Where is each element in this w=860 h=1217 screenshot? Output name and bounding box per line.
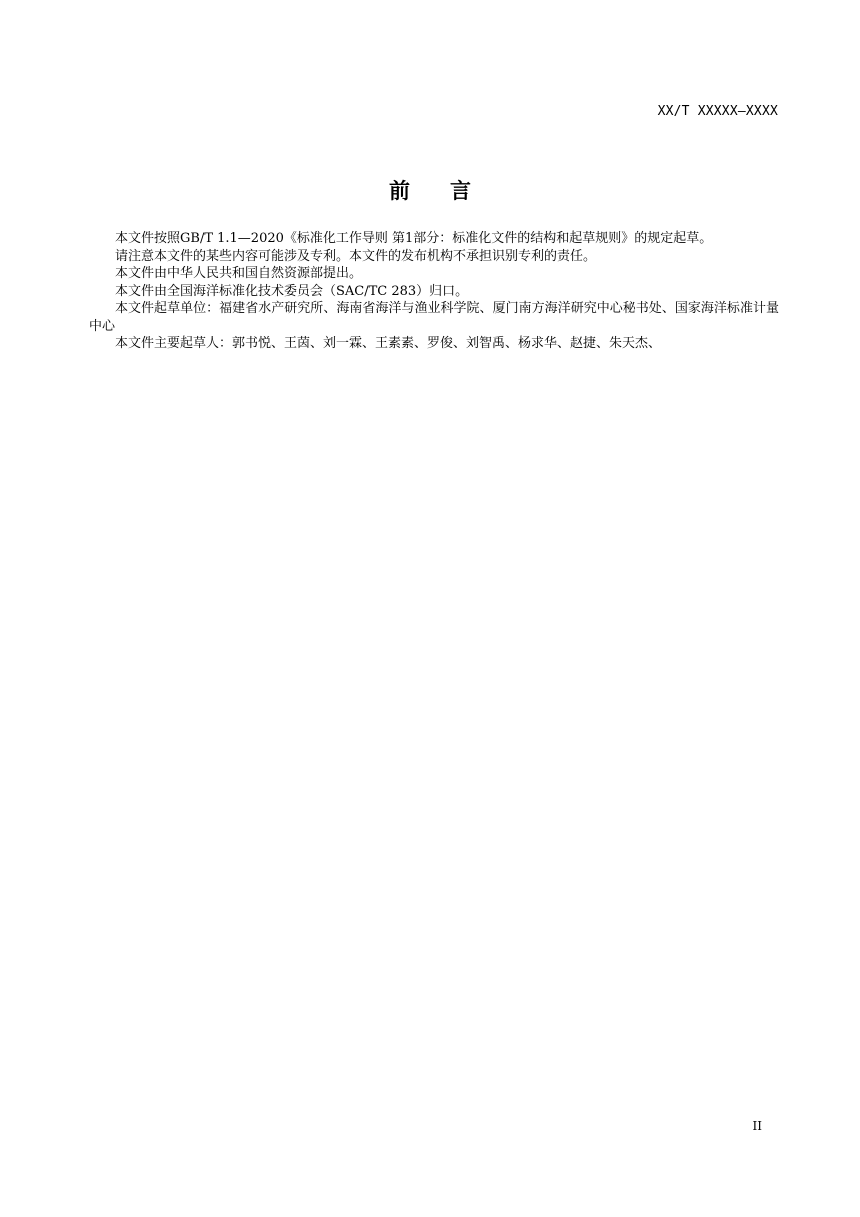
paragraph-patent-notice: 请注意本文件的某些内容可能涉及专利。本文件的发布机构不承担识别专利的责任。 xyxy=(115,248,597,264)
page-number: II xyxy=(752,1119,762,1133)
paragraph-main-drafters: 本文件主要起草人：郭书悦、王茵、刘一霖、王素素、罗俊、刘智禹、杨求华、赵捷、朱天杰、 xyxy=(115,336,662,351)
preface-body xyxy=(89,230,779,353)
paragraph-administrator: 本文件由全国海洋标准化技术委员会（SAC/TC 283）归口。 xyxy=(115,283,469,299)
standard-code: XX/T XXXXX—XXXX xyxy=(657,104,778,119)
paragraph-proposer: 本文件由中华人民共和国自然资源部提出。 xyxy=(115,266,363,281)
paragraph-drafting-basis: 本文件按照GB/T 1.1—2020《标准化工作导则 第1部分：标准化文件的结构和起草规则》的规定起草。 xyxy=(115,231,713,246)
paragraph-drafting-units: 本文件起草单位：福建省水产研究所、海南省海洋与渔业科学院、厦门南方海洋研究中心秘书处、国家海洋标准计量中心 xyxy=(89,301,779,334)
page-title: 前言 xyxy=(389,179,511,203)
